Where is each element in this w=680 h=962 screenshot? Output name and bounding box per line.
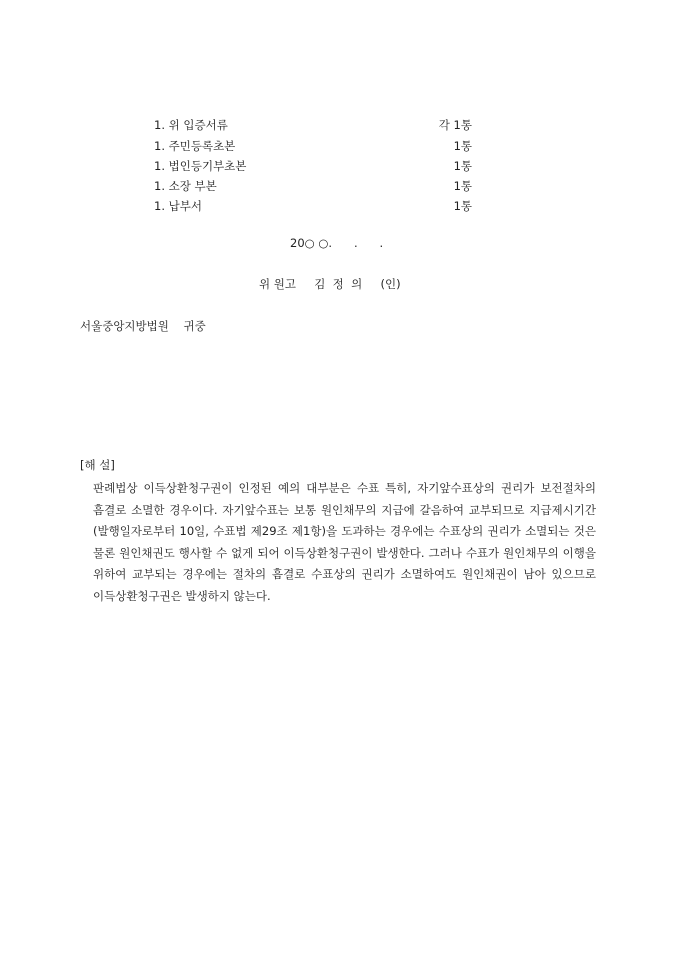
attachment-quantity: 각 1통 — [438, 118, 472, 132]
attachment-item — [154, 138, 472, 156]
attachment-item — [154, 198, 472, 216]
plaintiff-signature: 위 원고 김 정 의 (인) — [259, 277, 401, 291]
filing-date: 20○ ○. . . — [290, 236, 384, 250]
court-addressee: 서울중앙지방법원 귀중 — [80, 319, 206, 333]
attachment-name: 1. 법인등기부초본 — [154, 159, 247, 173]
attachment-item — [154, 158, 472, 176]
attachment-item — [154, 178, 472, 196]
attachment-item — [154, 117, 472, 135]
attachment-quantity: 1통 — [453, 159, 472, 173]
attachment-name: 1. 위 입증서류 — [154, 118, 228, 132]
attachment-name: 1. 소장 부본 — [154, 179, 217, 193]
commentary-title: [해 설] — [80, 458, 115, 472]
attachment-name: 1. 주민등록초본 — [154, 139, 236, 153]
commentary-body: 판례법상 이득상환청구권이 인정된 예의 대부분은 수표 특히, 자기앞수표상의 권리가 보전절차의 흠결로 소멸한 경우이다. 자기앞수표는 보통 원인채무의 지급에 갈음하여 교부되므로 지급제시기간(발행일자로부터 10일, 수표법 제29조 제1항)을 도과하는 경우에는 수표상의 권리가 소멸되는 것은 물론 원인채권도 행사할 수 없게 되어 이득상환청구권이 발생한다. 그러나 수표가 원인채무의 이행을 위하여 교부되는 경우에는 절차의 흠결로 수표상의 권리가 소멸하여도 원인채권이 남아 있으므로 이득상환청구권은 발생하지 않는다. — [93, 481, 596, 603]
attachment-quantity: 1통 — [453, 199, 472, 213]
attachment-quantity: 1통 — [453, 179, 472, 193]
attachment-name: 1. 납부서 — [154, 199, 202, 213]
attachment-quantity: 1통 — [453, 139, 472, 153]
